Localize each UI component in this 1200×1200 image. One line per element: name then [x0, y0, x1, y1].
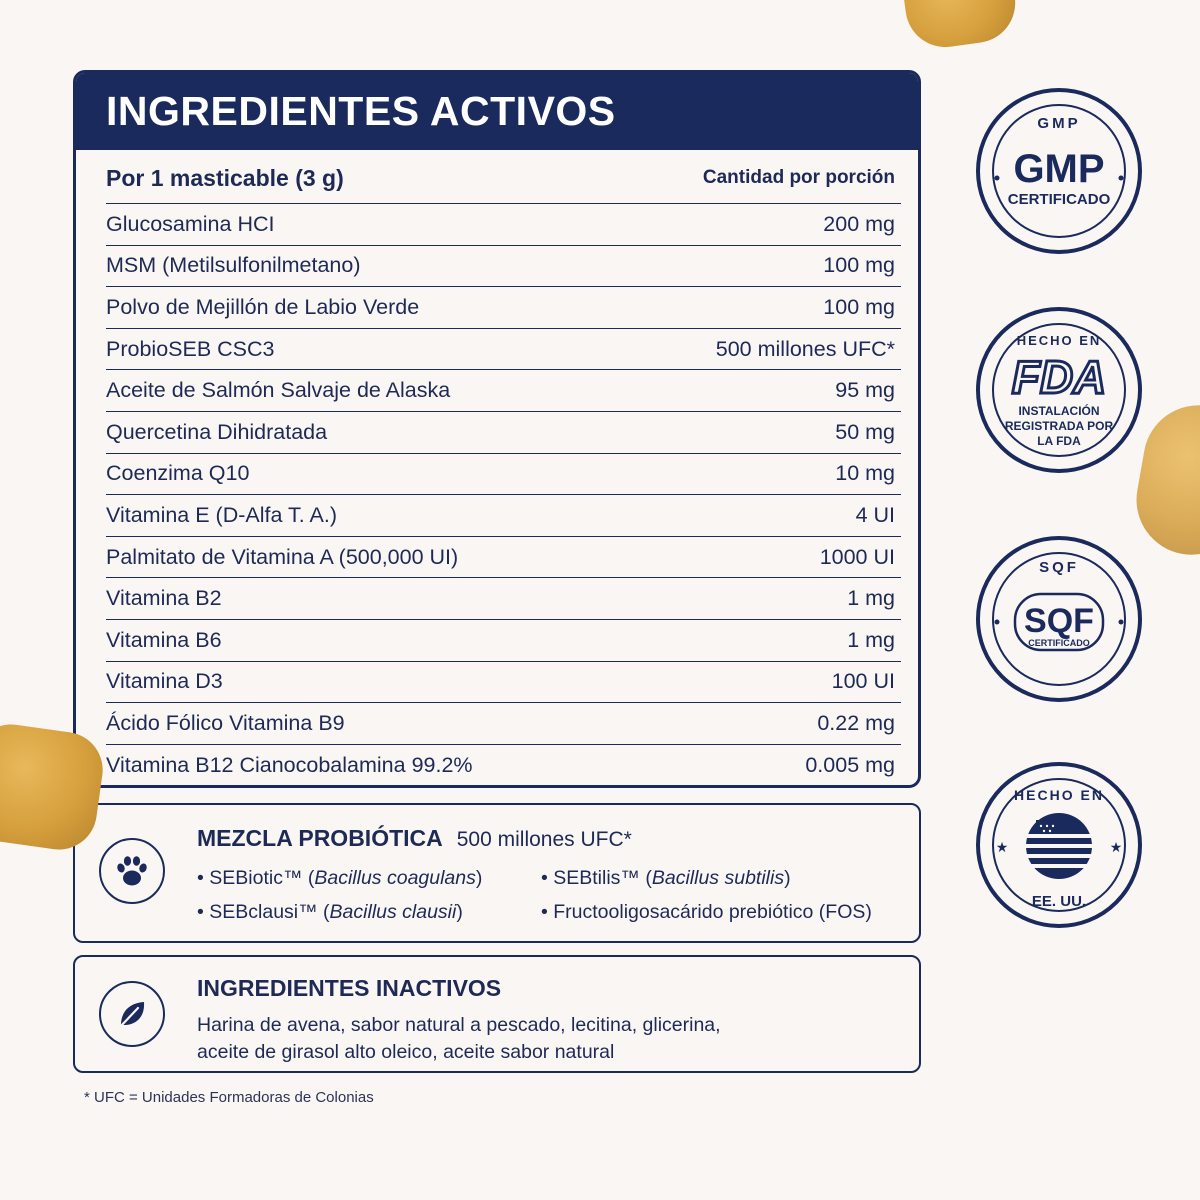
- made-in-usa-badge: [976, 762, 1142, 928]
- probiotic-blend-box: [73, 803, 921, 943]
- fda-registered-badge: [976, 307, 1142, 473]
- ingredient-amount: 95 mg: [835, 378, 895, 403]
- strain-latin: Bacillus subtilis: [651, 867, 785, 889]
- panel-title: INGREDIENTES ACTIVOS: [106, 88, 616, 134]
- ingredient-name: Glucosamina HCI: [106, 211, 275, 236]
- ingredient-amount: 100 mg: [823, 294, 895, 319]
- panel-header: [76, 73, 918, 150]
- active-ingredients-panel: [73, 70, 921, 788]
- ingredient-amount: 1000 UI: [819, 544, 895, 569]
- table-row: [106, 204, 901, 246]
- footnote: * UFC = Unidades Formadoras de Colonias: [84, 1089, 374, 1106]
- ingredient-name: MSM (Metilsulfonilmetano): [106, 253, 361, 278]
- sqf-badge-graphic: [980, 540, 1138, 698]
- gmp-certified-badge: [976, 88, 1142, 254]
- ingredient-name: Polvo de Mejillón de Labio Verde: [106, 294, 420, 319]
- ingredient-name: Palmitato de Vitamina A (500,000 UI): [106, 544, 459, 569]
- table-header: [106, 153, 901, 204]
- sqf-certified-badge: [976, 536, 1142, 702]
- ingredient-amount: 1 mg: [847, 586, 895, 611]
- table-row: [106, 620, 901, 662]
- table-row: [106, 745, 901, 786]
- probiotic-amount: 500 millones UFC*: [456, 828, 632, 851]
- chew-image-top: [900, 0, 1021, 52]
- serving-size-label: Por 1 masticable (3 g): [106, 164, 344, 191]
- gmp-top-text: GMP: [1037, 115, 1081, 132]
- leaf-icon: [99, 981, 165, 1047]
- ingredient-amount: 500 millones UFC*: [715, 336, 895, 361]
- ingredient-name: Vitamina B12 Cianocobalamina 99.2%: [106, 752, 473, 777]
- inactive-line: aceite de girasol alto oleico, aceite sabor natural: [197, 1041, 615, 1063]
- ingredient-amount: 200 mg: [823, 211, 895, 236]
- probiotic-title-text: MEZCLA PROBIÓTICA: [197, 825, 443, 851]
- table-row: [106, 537, 901, 579]
- inactive-ingredients-box: [73, 955, 921, 1073]
- ingredient-amount: 10 mg: [835, 461, 895, 486]
- close-paren: ): [456, 901, 463, 923]
- strain-item: [541, 901, 872, 924]
- inactive-line: Harina de avena, sabor natural a pescado, lecitina, glicerina,: [197, 1014, 721, 1036]
- table-row: [106, 662, 901, 704]
- fda-logo-text: FDA: [1011, 351, 1107, 403]
- fda-line1: INSTALACIÓN: [1018, 404, 1100, 418]
- svg-text:★: ★: [995, 840, 1009, 856]
- strain-latin: Bacillus coagulans: [314, 867, 476, 889]
- ingredient-name: ProbioSEB CSC3: [106, 336, 275, 361]
- fda-top-text: HECHO EN: [1016, 333, 1102, 348]
- gmp-sub-text: CERTIFICADO: [1007, 191, 1111, 208]
- chew-image-right: [1128, 397, 1200, 564]
- strain-name: SEBtilis™ (: [553, 867, 652, 889]
- sqf-main-text: SQF: [1024, 602, 1094, 640]
- bullet: •: [197, 901, 204, 923]
- ingredient-amount: 1 mg: [847, 627, 895, 652]
- sqf-sub-text: CERTIFICADO: [1028, 638, 1090, 648]
- gmp-main-text: GMP: [1013, 147, 1105, 191]
- ingredient-amount: 0.005 mg: [805, 752, 895, 777]
- table-row: [106, 287, 901, 329]
- paw-icon: [99, 838, 165, 904]
- usa-top-text: HECHO EN: [1014, 787, 1104, 803]
- inactive-ingredients-list: [197, 1012, 837, 1066]
- strain-name: SEBiotic™ (: [209, 867, 315, 889]
- ingredient-amount: 100 mg: [823, 253, 895, 278]
- bullet: •: [541, 867, 548, 889]
- ingredient-name: Aceite de Salmón Salvaje de Alaska: [106, 378, 451, 403]
- table-row: [106, 329, 901, 371]
- close-paren: ): [475, 867, 483, 889]
- usa-bottom-text: EE. UU.: [1031, 893, 1087, 910]
- ingredient-name: Ácido Fólico Vitamina B9: [106, 710, 345, 735]
- strain-name: SEBclausi™ (: [209, 901, 330, 923]
- sqf-top-text: SQF: [1039, 559, 1079, 576]
- ingredient-amount: 0.22 mg: [817, 710, 895, 735]
- table-row: [106, 495, 901, 537]
- fda-badge-graphic: [980, 311, 1138, 469]
- strain-name: Fructooligosacárido prebiótico (FOS): [553, 901, 872, 923]
- table-row: [106, 246, 901, 288]
- fda-line3: LA FDA: [1037, 434, 1081, 448]
- ingredient-amount: 100 UI: [831, 669, 895, 694]
- table-row: [106, 412, 901, 454]
- ingredient-name: Vitamina B6: [106, 627, 222, 652]
- table-row: [106, 703, 901, 745]
- ingredient-name: Vitamina B2: [106, 586, 222, 611]
- ingredients-table: [106, 153, 901, 785]
- inactive-title: INGREDIENTES INACTIVOS: [197, 975, 502, 1001]
- fda-line2: REGISTRADA POR: [1004, 419, 1114, 433]
- ingredient-name: Quercetina Dihidratada: [106, 419, 328, 444]
- gmp-badge-graphic: [980, 92, 1138, 250]
- ingredient-amount: 50 mg: [835, 419, 895, 444]
- bullet: •: [197, 867, 204, 889]
- strain-item: [197, 867, 482, 890]
- strain-latin: Bacillus clausii: [329, 901, 457, 923]
- svg-text:★: ★: [1109, 840, 1123, 856]
- table-row: [106, 454, 901, 496]
- ingredient-name: Vitamina D3: [106, 669, 223, 694]
- table-row: [106, 578, 901, 620]
- bullet: •: [541, 901, 548, 923]
- ingredient-amount: 4 UI: [855, 502, 895, 527]
- strain-item: [197, 901, 463, 924]
- strain-item: [541, 867, 791, 890]
- table-row: [106, 370, 901, 412]
- close-paren: ): [784, 867, 791, 889]
- ingredient-name: Coenzima Q10: [106, 461, 250, 486]
- amount-per-serving-label: Cantidad por porción: [702, 167, 895, 188]
- usa-badge-graphic: [980, 766, 1138, 924]
- ingredient-name: Vitamina E (D-Alfa T. A.): [106, 502, 338, 527]
- probiotic-title: [197, 825, 632, 852]
